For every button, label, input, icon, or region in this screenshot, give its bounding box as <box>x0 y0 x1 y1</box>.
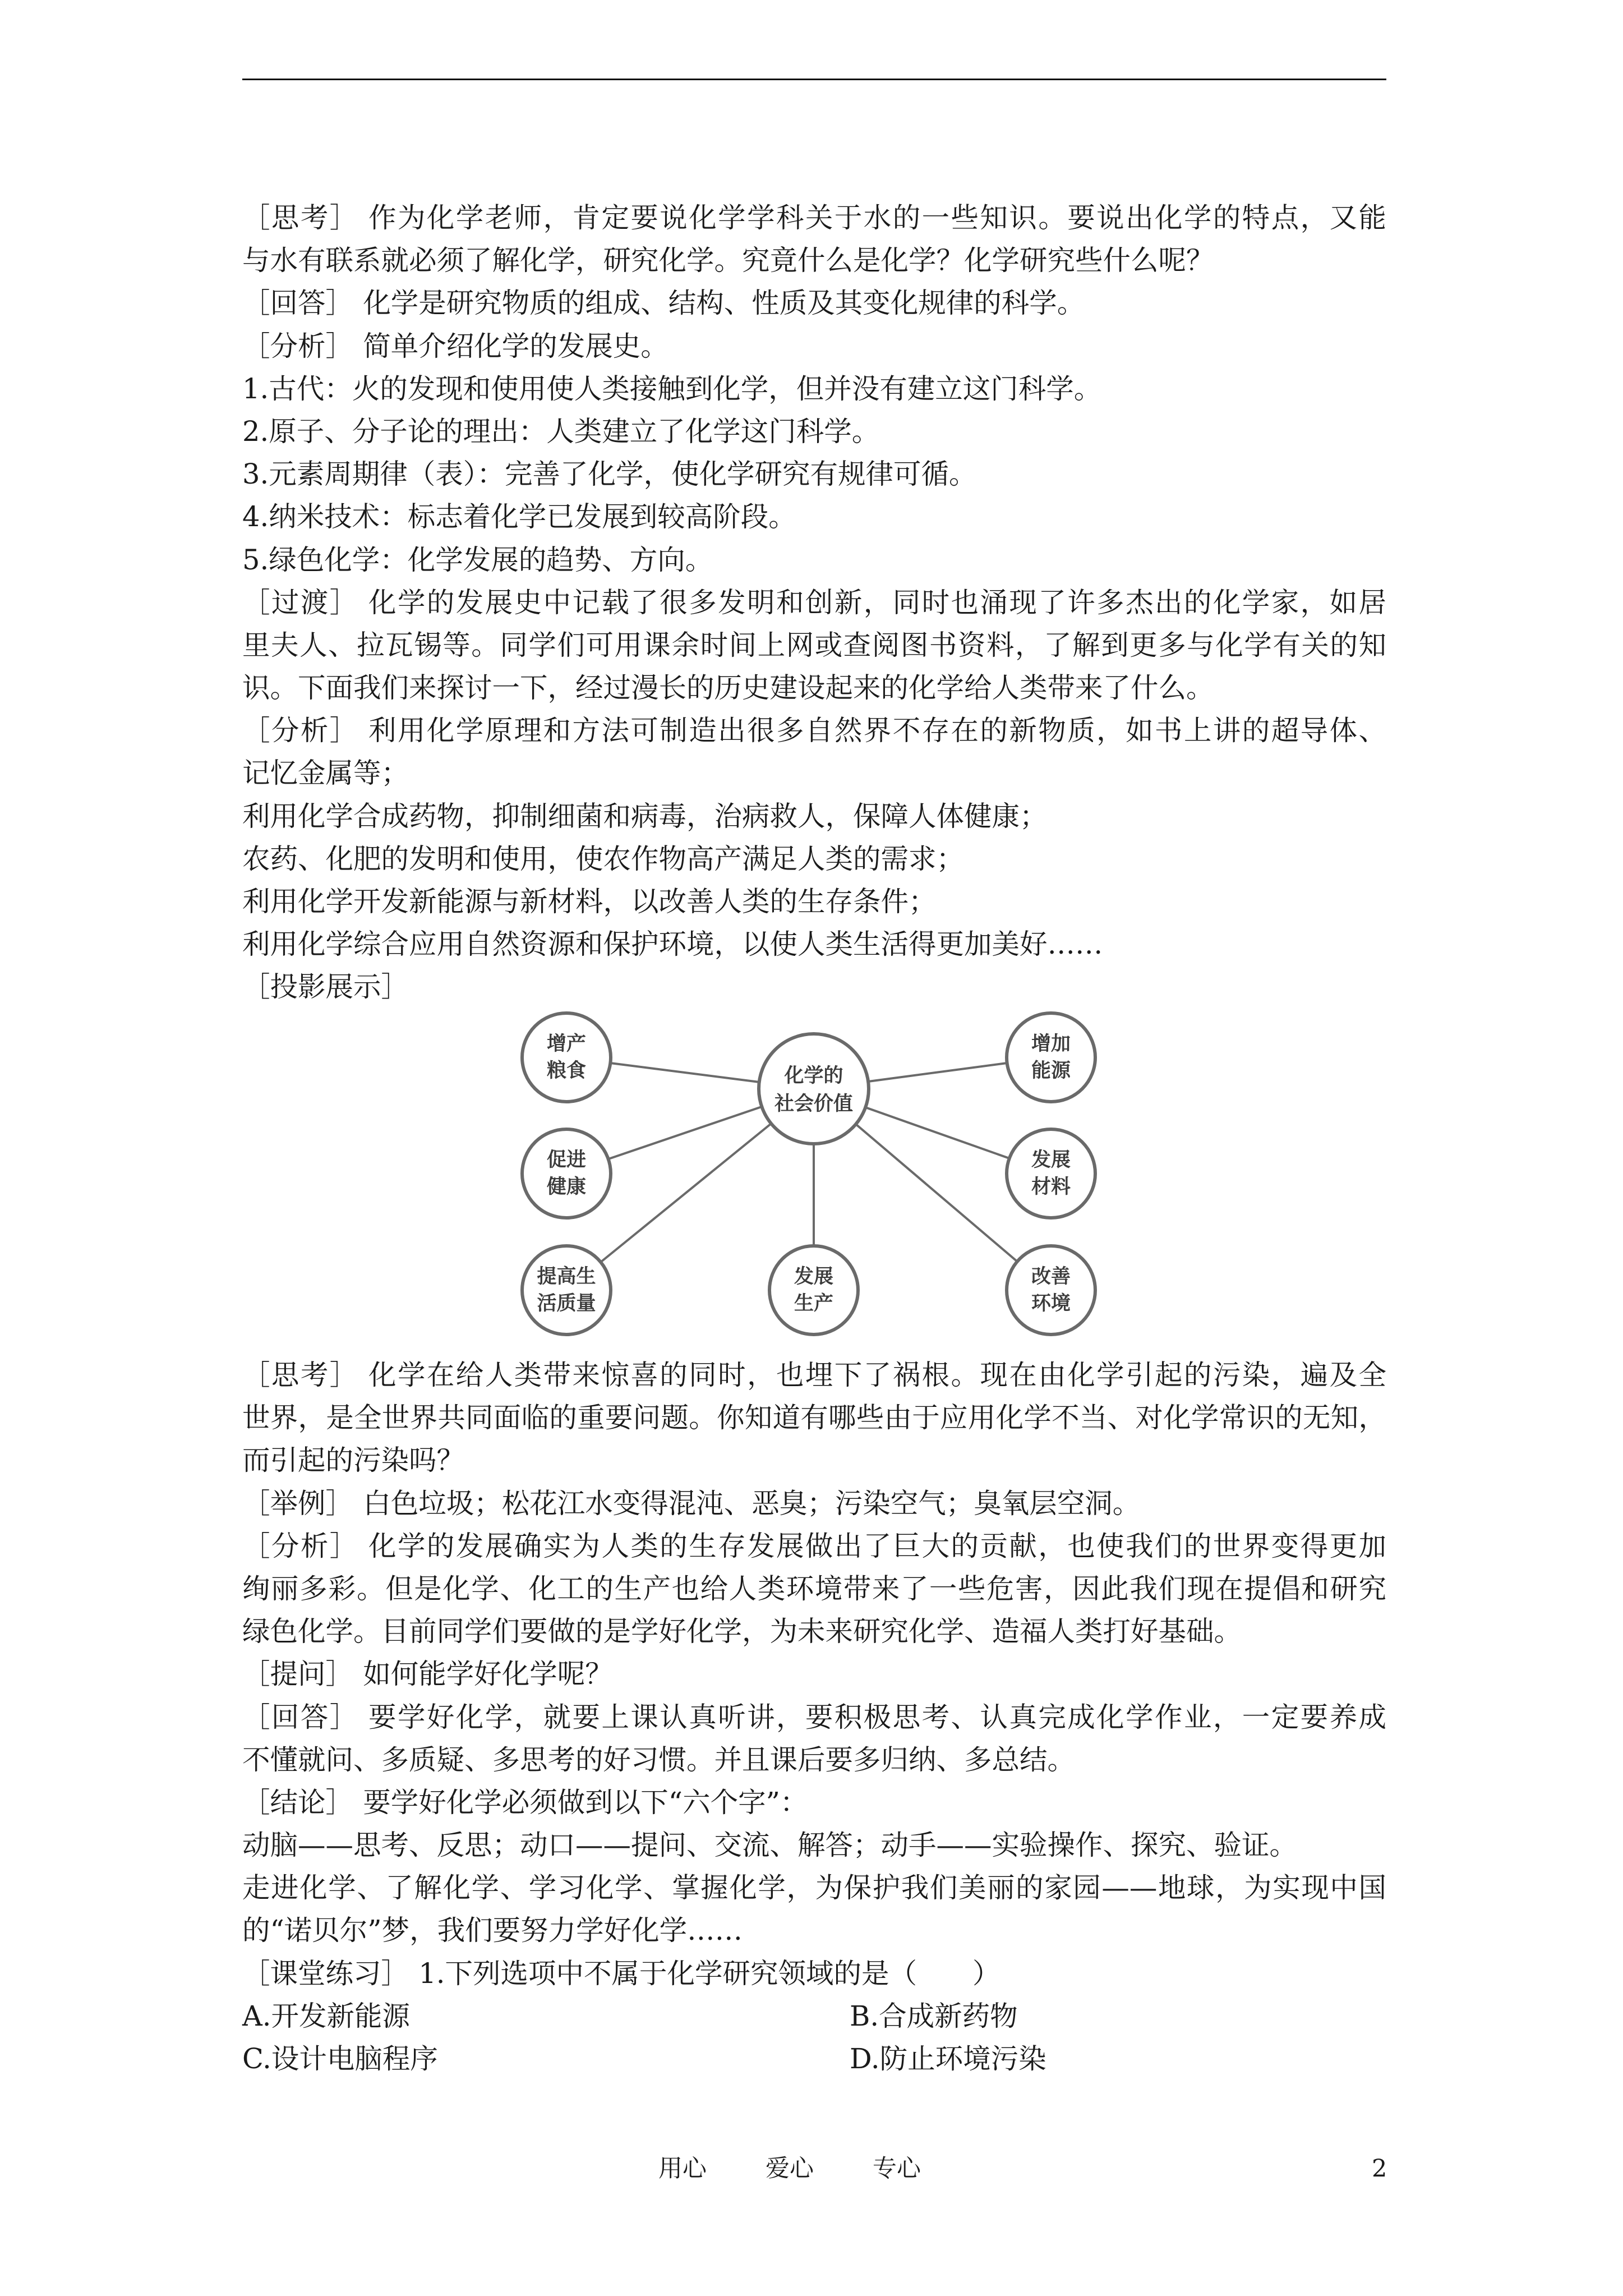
list-item: 2.原子、分子论的理出：人类建立了化学这门科学。 <box>242 415 880 448</box>
connector-line <box>856 1124 1017 1262</box>
line-text: 化学是研究物质的组成、结构、性质及其变化规律的科学。 <box>363 287 1085 320</box>
text-line <box>242 1354 1386 1396</box>
connector-line <box>868 1063 1007 1082</box>
line-text: 利用化学原理和方法可制造出很多自然界不存在的新物质，如书上讲的超导体、 <box>368 714 1387 747</box>
list-item: 1.古代：火的发现和使用使人类接触到化学，但并没有建立这门科学。 <box>242 372 1102 405</box>
paragraph <box>242 1696 1386 1781</box>
node-label-line: 化学的 <box>784 1065 843 1087</box>
section-label: ［举例］ <box>242 1487 353 1520</box>
node-circle <box>522 1129 611 1218</box>
social-value-diagram <box>0 1004 1623 1352</box>
text-line <box>242 1482 1386 1525</box>
text-line: 不懂就问、多质疑、多思考的好习惯。并且课后要多归纳、多总结。 <box>242 1743 1075 1776</box>
node-label-line: 增加 <box>1031 1033 1071 1055</box>
text-line: 利用化学开发新能源与新材料，以改善人类的生存条件； <box>242 885 937 918</box>
text-line <box>242 1525 1386 1567</box>
diagram-node <box>522 1013 611 1102</box>
node-circle <box>1007 1246 1095 1335</box>
node-label-line: 促进 <box>546 1149 587 1171</box>
line-text: 化学的发展史中记载了很多发明和创新，同时也涌现了许多杰出的化学家，如居 <box>368 586 1387 619</box>
text-line: 绚丽多彩。但是化学、化工的生产也给人类环境带来了一些危害，因此我们现在提倡和研究 <box>242 1572 1386 1605</box>
paragraph <box>242 1525 1386 1653</box>
footer-word: 用心 <box>658 2155 707 2183</box>
paragraph <box>242 1354 1386 1482</box>
diagram-node <box>769 1246 858 1335</box>
node-circle <box>1007 1129 1095 1218</box>
text-line <box>242 1653 1386 1695</box>
node-label-line: 增产 <box>546 1033 587 1055</box>
section-label: ［分析］ <box>242 329 353 362</box>
section-label: ［分析］ <box>242 1529 359 1562</box>
text-line: 利用化学合成药物，抑制细菌和病毒，治病救人，保障人体健康； <box>242 799 1048 832</box>
text-line: 绿色化学。目前同学们要做的是学好化学，为未来研究化学、造福人类打好基础。 <box>242 1615 1242 1648</box>
text-line: 走进化学、了解化学、学习化学、掌握化学，为保护我们美丽的家园——地球，为实现中国 <box>242 1871 1386 1904</box>
paragraph <box>242 581 1386 710</box>
text-line: 农药、化肥的发明和使用，使农作物高产满足人类的需求； <box>242 842 964 875</box>
section-label: ［分析］ <box>242 714 359 747</box>
option-a: A.开发新能源 <box>242 1999 410 2032</box>
diagram-node <box>1007 1129 1095 1218</box>
node-label-line: 发展 <box>1031 1149 1071 1171</box>
text-line: 与水有联系就必须了解化学，研究化学。究竟什么是化学？化学研究些什么呢？ <box>242 244 1214 277</box>
diagram-node <box>522 1129 611 1218</box>
paragraph <box>242 1781 1386 1824</box>
paragraph <box>242 325 1386 367</box>
list-item: 4.纳米技术：标志着化学已发展到较高阶段。 <box>242 500 796 533</box>
text-line <box>242 709 1386 752</box>
section-label: ［提问］ <box>242 1658 353 1691</box>
section-label: ［思考］ <box>242 201 359 234</box>
line-text: 白色垃圾；松花江水变得混沌、恶臭；污染空气；臭氧层空洞。 <box>363 1487 1141 1520</box>
node-label-line: 提高生 <box>537 1266 596 1288</box>
paragraph <box>242 1482 1386 1525</box>
text-line: 动脑——思考、反思；动口——提问、交流、解答；动手——实验操作、探究、验证。 <box>242 1829 1297 1862</box>
exercise-question <box>242 1952 1386 1995</box>
paragraph <box>242 709 1386 794</box>
line-text: 如何能学好化学呢？ <box>363 1658 613 1691</box>
page-number: 2 <box>1372 2155 1387 2183</box>
paragraph <box>242 1653 1386 1695</box>
text-line <box>242 325 1386 367</box>
section-label: ［回答］ <box>242 287 353 320</box>
node-label-line: 生产 <box>794 1292 834 1315</box>
connector-line <box>610 1063 759 1082</box>
footer-word: 爱心 <box>766 2155 814 2183</box>
node-label-line: 能源 <box>1031 1060 1071 1082</box>
line-text: 要学好化学，就要上课认真听讲，要积极思考、认真完成化学作业，一定要养成 <box>368 1700 1387 1733</box>
lesson-text-part1 <box>242 196 1386 1009</box>
text-line <box>242 1696 1386 1738</box>
section-label: ［课堂练习］ <box>242 1957 409 1990</box>
text-line: 的“诺贝尔”梦，我们要努力学好化学…… <box>242 1914 743 1947</box>
exercise <box>242 1952 1386 2081</box>
paragraph <box>242 282 1386 324</box>
line-text: 化学在给人类带来惊喜的同时，也埋下了祸根。现在由化学引起的污染，遍及全 <box>368 1359 1387 1391</box>
footer-word: 专心 <box>873 2155 921 2183</box>
text-line: 里夫人、拉瓦锡等。同学们可用课余时间上网或查阅图书资料，了解到更多与化学有关的知 <box>242 628 1386 661</box>
line-text: 作为化学老师，肯定要说化学学科关于水的一些知识。要说出化学的特点，又能 <box>368 201 1387 234</box>
line-text: 简单介绍化学的发展史。 <box>363 329 668 362</box>
diagram-node <box>1007 1013 1095 1102</box>
diagram-node <box>1007 1246 1095 1335</box>
paragraph <box>242 1866 1386 1952</box>
footer-motto <box>658 2152 921 2185</box>
text-line <box>242 581 1386 624</box>
list-item: 5.绿色化学：化学发展的趋势、方向。 <box>242 543 713 576</box>
node-label-line: 社会价值 <box>774 1093 854 1115</box>
node-label-line: 环境 <box>1031 1292 1071 1315</box>
options-row <box>242 2037 1386 2080</box>
node-circle <box>769 1246 858 1335</box>
line-text: 要学好化学必须做到以下“六个字”： <box>363 1786 808 1819</box>
section-label: ［过渡］ <box>242 586 359 619</box>
question-text: 1.下列选项中不属于化学研究领域的是（ ） <box>418 1957 1000 1990</box>
text-line: 利用化学综合应用自然资源和保护环境，以使人类生活得更加美好…… <box>242 928 1103 961</box>
section-label: ［思考］ <box>242 1359 359 1391</box>
section-label: ［回答］ <box>242 1700 359 1733</box>
text-line <box>242 196 1386 239</box>
text-line: 识。下面我们来探讨一下，经过漫长的历史建设起来的化学给人类带来了什么。 <box>242 671 1214 705</box>
node-circle <box>1007 1013 1095 1102</box>
node-label-line: 活质量 <box>537 1292 596 1315</box>
node-label-line: 发展 <box>794 1266 834 1288</box>
section-label: ［投影展示］ <box>242 970 409 1004</box>
node-label-line: 健康 <box>546 1176 587 1198</box>
diagram-node-center <box>759 1034 869 1144</box>
text-line <box>242 282 1386 324</box>
header-rule <box>242 79 1386 80</box>
node-label-line: 改善 <box>1031 1266 1071 1288</box>
center-node-circle <box>759 1034 869 1144</box>
options-row <box>242 1995 1386 2037</box>
text-line <box>242 1781 1386 1824</box>
diagram-node <box>522 1246 611 1335</box>
list-item: 3.元素周期律（表）：完善了化学，使化学研究有规律可循。 <box>242 458 977 491</box>
node-circle <box>522 1013 611 1102</box>
connector-line <box>601 1124 771 1262</box>
lesson-text-part2 <box>242 1354 1386 2080</box>
option-b: B.合成新药物 <box>850 1999 1018 2032</box>
section-label: ［结论］ <box>242 1786 353 1819</box>
node-label-line: 粮食 <box>546 1060 587 1082</box>
text-line <box>242 965 1386 1008</box>
line-text: 化学的发展确实为人类的生存发展做出了巨大的贡献，也使我们的世界变得更加 <box>368 1529 1387 1562</box>
option-c: C.设计电脑程序 <box>242 2042 438 2075</box>
text-line: 世界，是全世界共同面临的重要问题。你知道有哪些由于应用化学不当、对化学常识的无知， <box>242 1401 1386 1434</box>
text-line: 而引起的污染吗？ <box>242 1444 464 1477</box>
node-circle <box>522 1246 611 1335</box>
text-line: 记忆金属等； <box>242 757 409 790</box>
paragraph <box>242 196 1386 282</box>
option-d: D.防止环境污染 <box>850 2042 1046 2075</box>
node-label-line: 材料 <box>1031 1176 1071 1198</box>
